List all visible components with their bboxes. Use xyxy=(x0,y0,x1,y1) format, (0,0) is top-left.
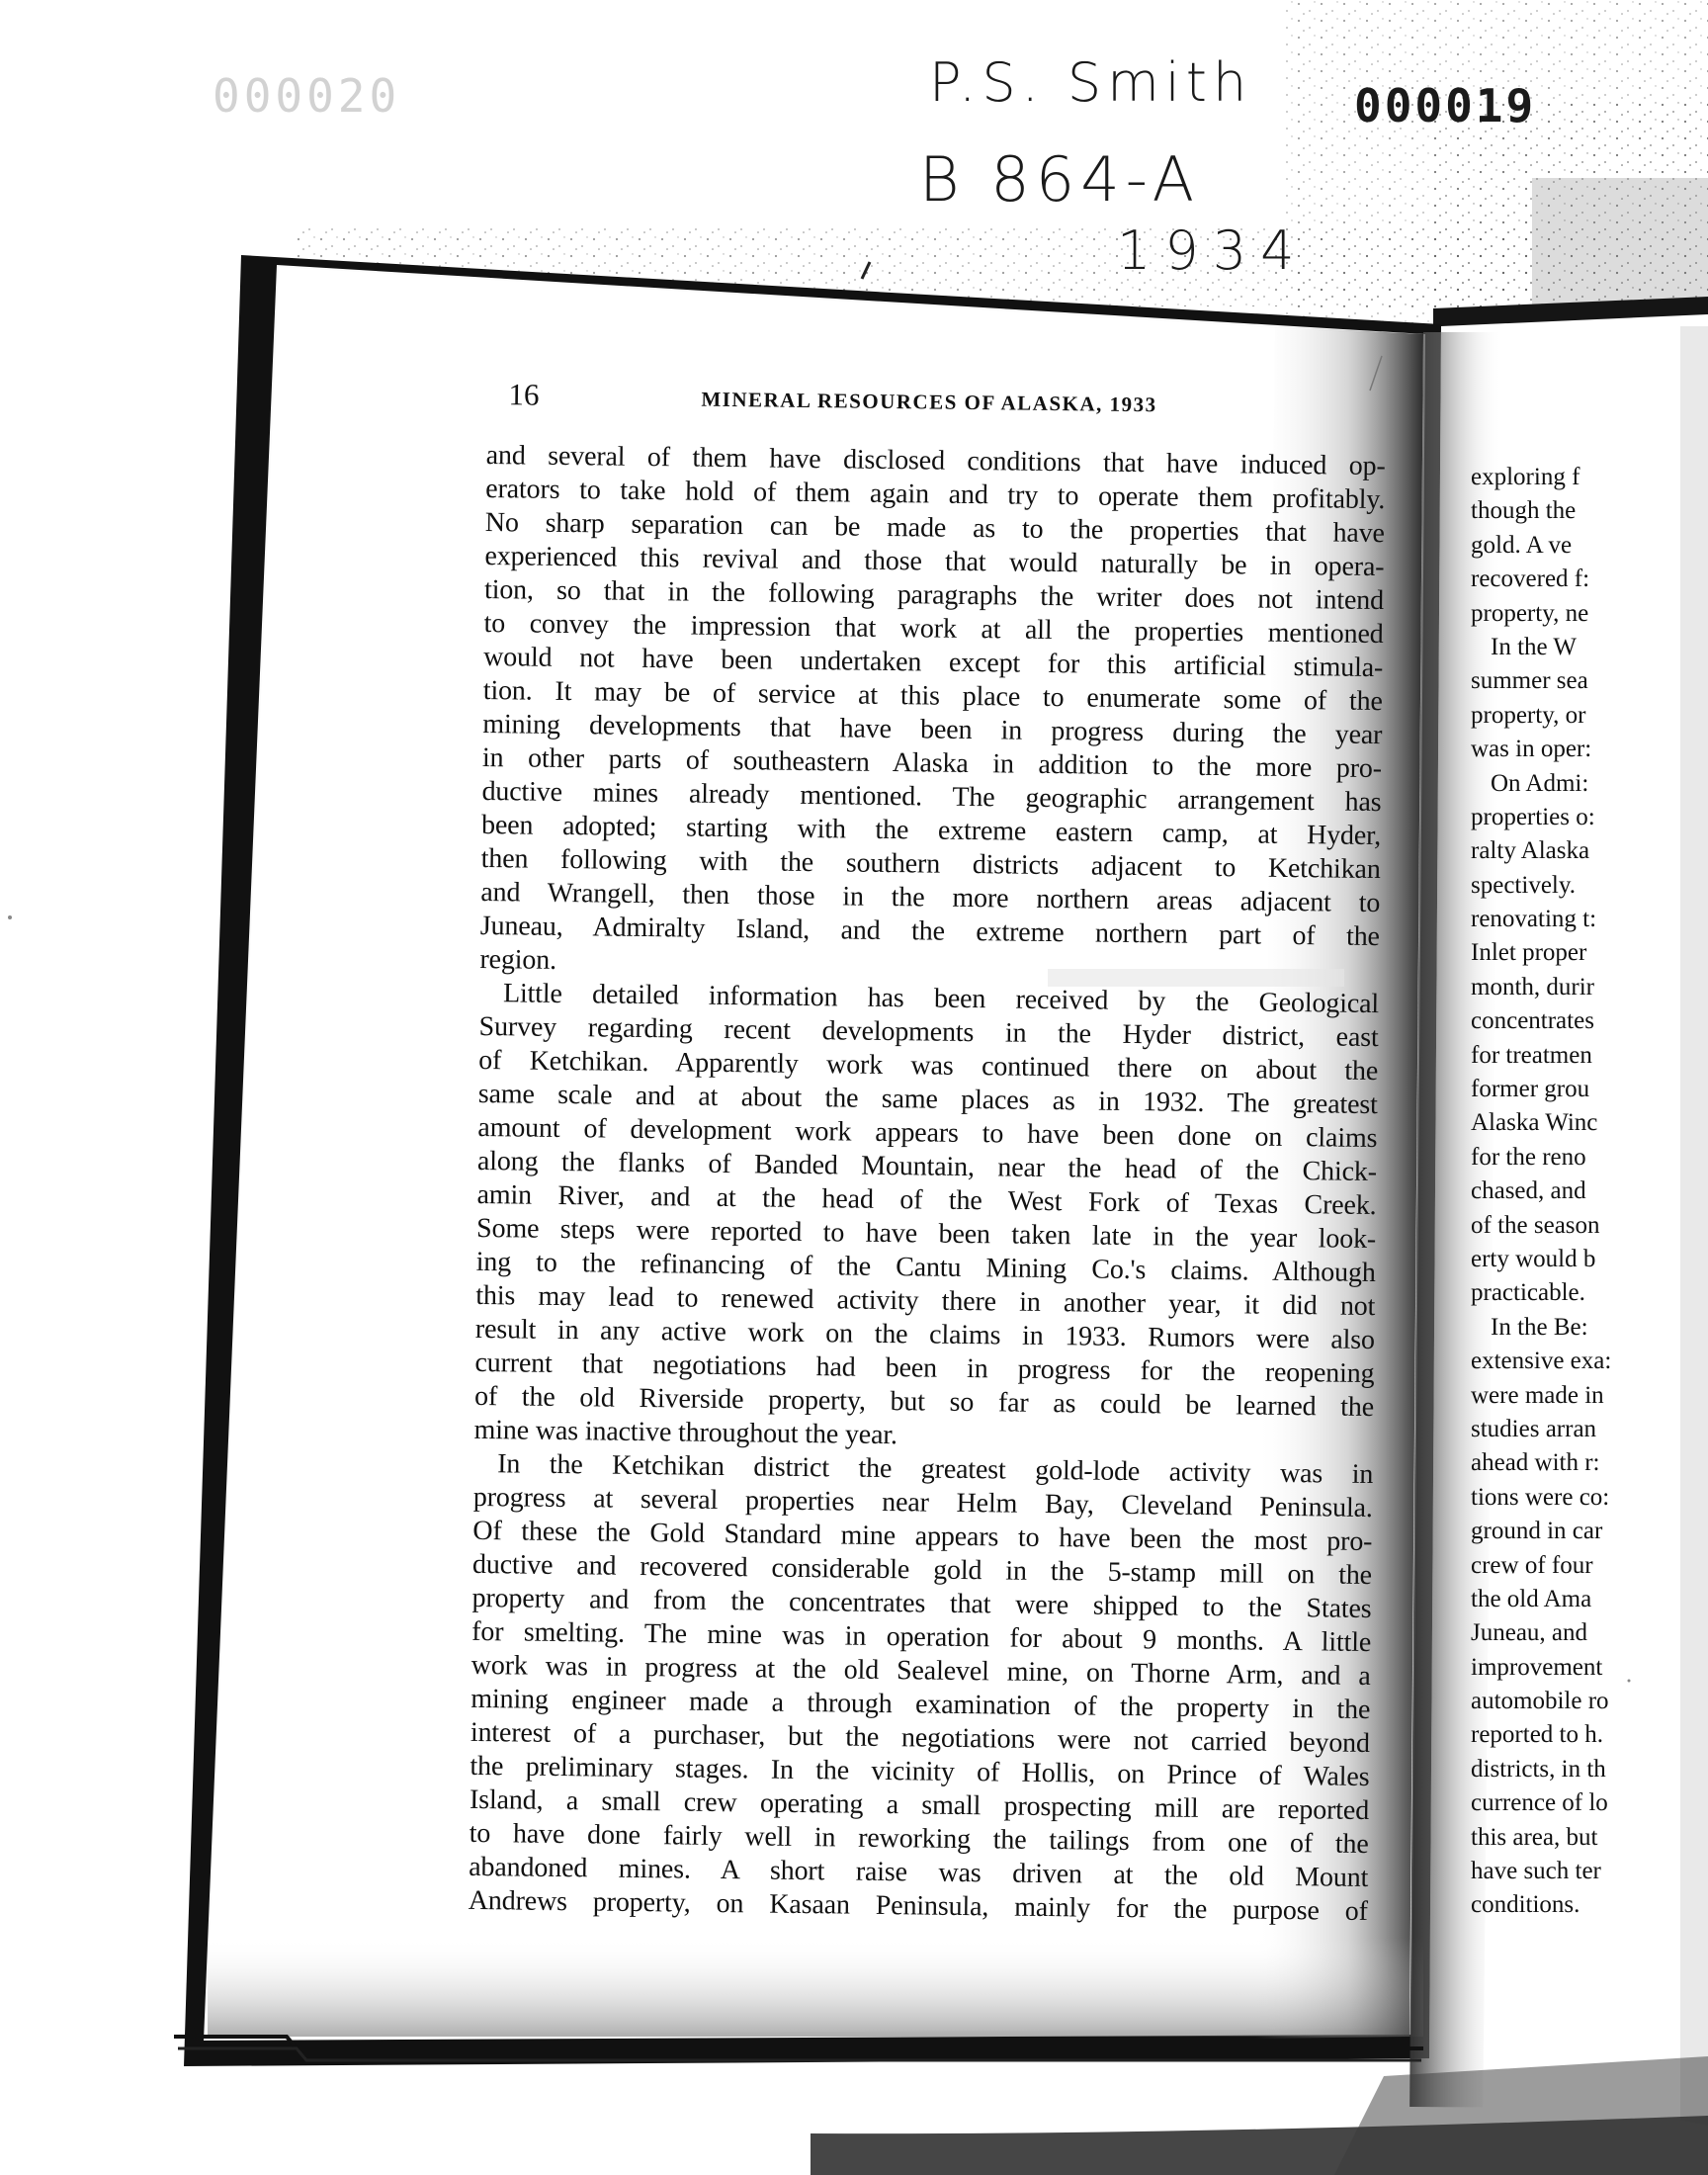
handwritten-author: P.S. Smith xyxy=(929,51,1253,114)
text-line: this may lead to renewed activity there in another year, it did not xyxy=(475,1279,1376,1323)
text-line: ing to the refinancing of the Cantu Mining Co.'s claims. Although xyxy=(475,1246,1376,1289)
adjacent-text-line: of the season xyxy=(1471,1211,1600,1239)
adjacent-text-line: for treatmen xyxy=(1471,1041,1592,1069)
text-line: would not have been undertaken except for this artificial stimula- xyxy=(483,641,1384,684)
text-line: tion. It may be of service at this place to enumerate some of the xyxy=(482,674,1383,718)
text-line: In the Ketchikan district the greatest gold-lode activity was in xyxy=(497,1448,1374,1491)
handwritten-report-number: B 864-A xyxy=(919,143,1201,216)
text-line: amount of development work appears to have been done on claims xyxy=(477,1111,1378,1155)
text-line: to convey the impression that work at all the properties mentioned xyxy=(483,607,1384,651)
adjacent-text-line: erty would b xyxy=(1471,1245,1596,1272)
main-page xyxy=(167,249,1444,2073)
text-line: and Wrangell, then those in the more northern areas adjacent to xyxy=(480,876,1381,919)
adjacent-text-line: extensive exa: xyxy=(1471,1348,1612,1375)
adjacent-text-line: concentrates xyxy=(1471,1007,1594,1035)
text-line: been adopted; starting with the extreme eastern camp, at Hyder, xyxy=(480,809,1382,852)
adjacent-text-line: districts, in th xyxy=(1471,1755,1606,1783)
adjacent-text-line: practicable. xyxy=(1471,1279,1585,1307)
adjacent-text-line: property, ne xyxy=(1471,599,1589,627)
text-line: Juneau, Admiralty Island, and the extreme northern part of the xyxy=(479,910,1381,953)
text-line: along the flanks of Banded Mountain, near the head of the Chick- xyxy=(476,1145,1378,1188)
adjacent-text-line: conditions. xyxy=(1471,1891,1580,1919)
text-line: to have done fairly well in reworking the tailings from one of the xyxy=(469,1817,1369,1861)
adjacent-text-line: ahead with r: xyxy=(1471,1449,1600,1477)
text-line: progress at several properties near Helm Bay, Cleveland Peninsula. xyxy=(472,1481,1373,1524)
adjacent-text-line: for the reno xyxy=(1471,1143,1586,1171)
text-line: ductive and recovered considerable gold in the 5-stamp mill on the xyxy=(471,1548,1373,1592)
adjacent-text-line: reported to h. xyxy=(1471,1721,1603,1749)
adjacent-text-line: summer sea xyxy=(1471,667,1588,695)
adjacent-text-line: gold. A ve xyxy=(1471,531,1573,559)
adjacent-text-line: currence of lo xyxy=(1471,1789,1608,1817)
text-line: current that negotiations had been in progress for the reopening xyxy=(474,1347,1375,1390)
text-line: tion, so that in the following paragraphs the writer does not intend xyxy=(483,573,1385,617)
text-line: interest of a purchaser, but the negotiations were not carried beyond xyxy=(470,1716,1371,1760)
text-line: mining developments that have been in progress during the year xyxy=(482,708,1383,751)
handwritten-year: 1934 xyxy=(1117,219,1309,282)
adjacent-text-line: have such ter xyxy=(1471,1858,1601,1885)
adjacent-text-line: the old Ama xyxy=(1471,1585,1592,1612)
text-line: No sharp separation can be made as to the properties that have xyxy=(484,506,1385,550)
text-line: abandoned mines. A short raise was driven at the old Mount xyxy=(469,1851,1369,1894)
adjacent-text-line: ralty Alaska xyxy=(1471,837,1590,865)
text-line: result in any active work on the claims in 1933. Rumors were also xyxy=(474,1313,1376,1356)
adjacent-text-line: spectively. xyxy=(1471,871,1576,899)
text-line: then following with the southern districts adjacent to Ketchikan xyxy=(480,842,1381,886)
text-line: in other parts of southeastern Alaska in addition to the more pro- xyxy=(481,741,1383,785)
adjacent-text-line: property, or xyxy=(1471,701,1586,729)
text-line: experienced this revival and those that would naturally be in opera- xyxy=(484,540,1385,583)
adjacent-text-line: though the xyxy=(1471,497,1577,525)
text-line: Some steps were reported to have been taken late in the year look- xyxy=(475,1212,1377,1256)
text-line: Island, a small crew operating a small prospecting mill are reported xyxy=(469,1784,1370,1827)
text-line: same scale and at about the same places as in 1932. The greatest xyxy=(477,1078,1378,1121)
adjacent-text-line: month, durir xyxy=(1471,973,1594,1000)
adjacent-text-line: were made in xyxy=(1471,1381,1604,1409)
adjacent-text-line: On Admi: xyxy=(1491,769,1589,797)
page-header xyxy=(508,377,1398,433)
adjacent-text-line: In the W xyxy=(1491,633,1578,660)
adjacent-page-text xyxy=(1471,461,1708,1923)
text-line: of the old Riverside property, but so far as could be learned the xyxy=(473,1380,1375,1424)
text-line: Of these the Gold Standard mine appears to have been the most pro- xyxy=(472,1515,1373,1558)
text-line: property and from the concentrates that were shipped to the States xyxy=(471,1582,1372,1625)
adjacent-text-line: tions were co: xyxy=(1471,1483,1610,1511)
text-line: of Ketchikan. Apparently work was continued there on about the xyxy=(478,1044,1379,1088)
text-line: the preliminary stages. In the vicinity of Hollis, on Prince of Wales xyxy=(470,1750,1370,1793)
page-body-text xyxy=(469,439,1386,1929)
text-line: Andrews property, on Kasaan Peninsula, mainly for the purpose of xyxy=(468,1884,1368,1928)
adjacent-text-line: ground in car xyxy=(1471,1518,1603,1545)
text-line: ductive mines already mentioned. The geographic arrangement has xyxy=(481,775,1382,819)
adjacent-text-line: Inlet proper xyxy=(1471,939,1587,967)
page-id-stamp: 000019 xyxy=(1354,79,1537,132)
adjacent-text-line: renovating t: xyxy=(1471,906,1597,933)
text-line: amin River, and at the head of the West Fork of Texas Creek. xyxy=(476,1178,1377,1222)
adjacent-text-line: automobile ro xyxy=(1471,1688,1609,1715)
adjacent-text-line: Juneau, and xyxy=(1471,1619,1588,1647)
text-line: erators to take hold of them again and try to operate them profitably. xyxy=(485,473,1386,516)
adjacent-text-line: chased, and xyxy=(1471,1177,1586,1205)
text-line: mining engineer made a through examination of the property in the xyxy=(470,1683,1371,1726)
ghost-page-number: 000020 xyxy=(213,69,401,123)
adjacent-text-line: In the Be: xyxy=(1491,1313,1588,1341)
running-head: MINERAL RESOURCES OF ALASKA, 1933 xyxy=(701,387,1157,417)
text-line: work was in progress at the old Sealevel mine, on Thorne Arm, and a xyxy=(470,1649,1371,1693)
text-line: for smelting. The mine was in operation for about 9 months. A little xyxy=(470,1615,1372,1659)
adjacent-text-line: former grou xyxy=(1471,1076,1590,1103)
adjacent-text-line: studies arran xyxy=(1471,1415,1597,1442)
page-number: 16 xyxy=(508,377,540,412)
adjacent-text-line: this area, but xyxy=(1471,1823,1598,1851)
text-line: Little detailed information has been received by the Geological xyxy=(502,978,1380,1020)
adjacent-text-line: exploring f xyxy=(1471,464,1580,490)
adjacent-text-line: properties o: xyxy=(1471,803,1595,830)
text-line: mine was inactive throughout the year. xyxy=(473,1414,898,1451)
adjacent-text-line: improvement xyxy=(1471,1653,1603,1681)
adjacent-text-line: Alaska Winc xyxy=(1471,1109,1598,1137)
text-line: Survey regarding recent developments in the Hyder district, east xyxy=(478,1010,1379,1054)
adjacent-text-line: crew of four xyxy=(1471,1551,1593,1579)
text-line: region. xyxy=(479,943,557,976)
adjacent-text-line: was in oper: xyxy=(1471,736,1592,763)
adjacent-text-line: recovered f: xyxy=(1471,566,1590,593)
text-line: and several of them have disclosed conditions that have induced op- xyxy=(485,439,1386,482)
